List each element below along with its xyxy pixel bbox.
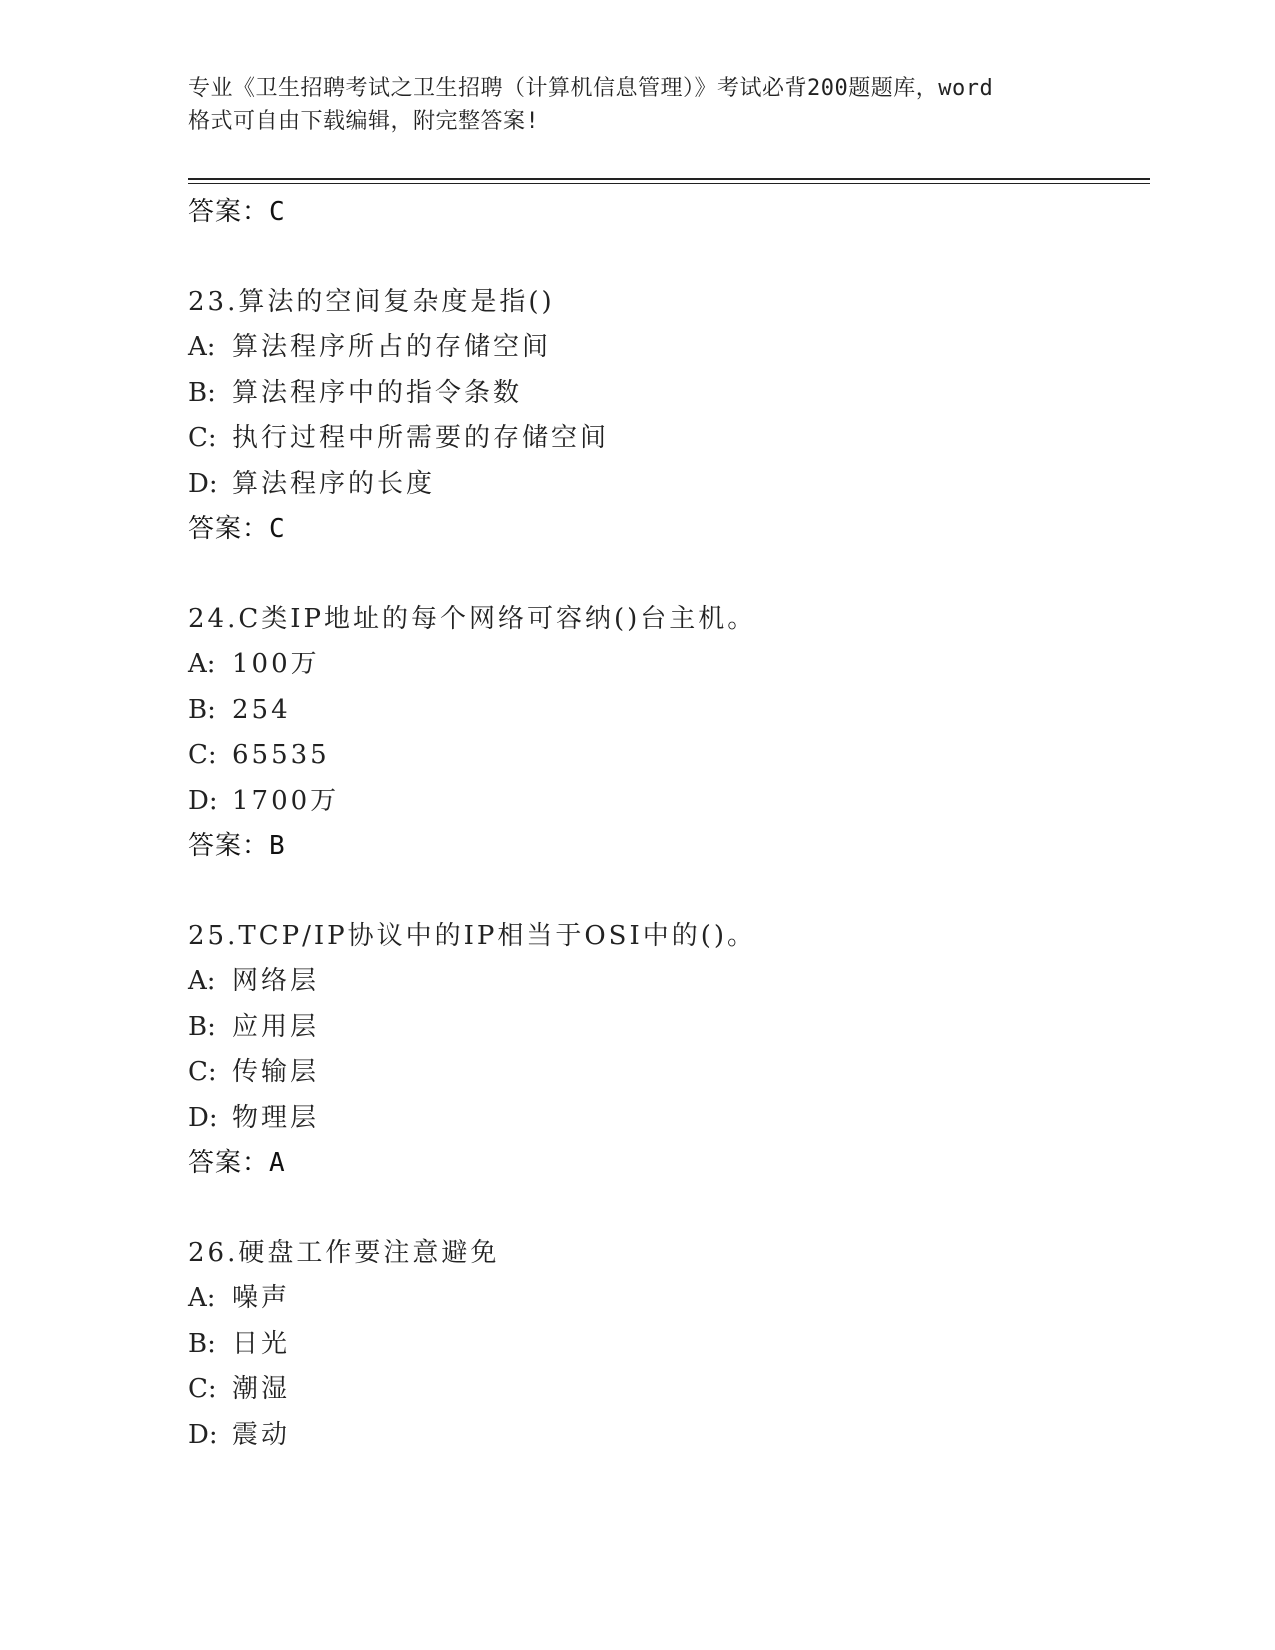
question-list (188, 190, 1148, 1458)
option-b (188, 688, 1148, 734)
option-letter: C: (188, 1374, 217, 1404)
option-text: 震动 (232, 1419, 291, 1450)
answer-value: C (269, 197, 286, 227)
question-text: 24.C类IP地址的每个网络可容纳()台主机。 (188, 604, 757, 634)
option-letter: B: (188, 1328, 216, 1359)
option-text: 254 (232, 694, 291, 725)
option-letter: A: (188, 332, 216, 362)
previous-answer (188, 190, 1148, 235)
option-c (188, 733, 1148, 779)
answer-value: A (269, 1148, 286, 1178)
document-header (188, 72, 1088, 138)
header-divider-thick (188, 178, 1150, 180)
answer-value: B (269, 831, 286, 861)
option-letter: C: (188, 423, 217, 453)
option-text: 65535 (232, 740, 330, 770)
spacer (188, 552, 1148, 597)
spacer (188, 869, 1148, 914)
spacer (188, 1186, 1148, 1231)
option-text: 算法程序所占的存储空间 (232, 332, 552, 362)
option-letter: D: (188, 1419, 218, 1450)
option-b (188, 1322, 1148, 1368)
answer-label: 答案： (188, 831, 270, 861)
header-title-line-2: 格式可自由下载编辑，附完整答案! (188, 109, 540, 134)
option-letter: A: (188, 966, 216, 996)
answer-value: C (269, 514, 286, 544)
option-d (188, 1096, 1148, 1142)
option-letter: D: (188, 1102, 218, 1133)
option-text: 100万 (232, 649, 320, 679)
option-text: 算法程序中的指令条数 (232, 377, 523, 408)
question-text: 25.TCP/IP协议中的IP相当于OSI中的()。 (188, 921, 757, 951)
option-text: 执行过程中所需要的存储空间 (232, 423, 610, 453)
answer-line (188, 1141, 1148, 1186)
answer-line (188, 824, 1148, 869)
option-letter: C: (188, 1057, 217, 1087)
option-a (188, 642, 1148, 688)
option-a (188, 1276, 1148, 1322)
header-divider-thin (188, 183, 1150, 184)
option-d (188, 779, 1148, 825)
answer-line (188, 507, 1148, 552)
option-a (188, 959, 1148, 1005)
question-block (188, 597, 1148, 869)
option-text: 网络层 (232, 966, 320, 996)
option-letter: D: (188, 785, 218, 816)
option-text: 潮湿 (232, 1374, 291, 1404)
option-c (188, 1050, 1148, 1096)
option-text: 噪声 (232, 1283, 291, 1313)
question-block (188, 914, 1148, 1186)
option-text: 传输层 (232, 1057, 320, 1087)
option-c (188, 416, 1148, 462)
header-title-line-1: 专业《卫生招聘考试之卫生招聘（计算机信息管理）》考试必背200题题库，word (188, 76, 994, 101)
option-letter: B: (188, 694, 216, 725)
answer-label: 答案： (188, 197, 270, 227)
answer-label: 答案： (188, 514, 270, 544)
spacer (188, 235, 1148, 280)
question-block (188, 280, 1148, 552)
option-letter: B: (188, 377, 216, 408)
option-a (188, 325, 1148, 371)
option-text: 物理层 (232, 1102, 320, 1133)
option-letter: C: (188, 740, 217, 770)
option-text: 应用层 (232, 1011, 320, 1042)
option-c (188, 1367, 1148, 1413)
option-b (188, 371, 1148, 417)
option-text: 算法程序的长度 (232, 468, 436, 499)
option-letter: A: (188, 1283, 216, 1313)
option-b (188, 1005, 1148, 1051)
option-d (188, 462, 1148, 508)
option-letter: B: (188, 1011, 216, 1042)
answer-label: 答案： (188, 1148, 270, 1178)
option-d (188, 1413, 1148, 1459)
option-letter: A: (188, 649, 216, 679)
question-block (188, 1231, 1148, 1458)
question-text: 26.硬盘工作要注意避免 (188, 1238, 500, 1268)
option-letter: D: (188, 468, 218, 499)
option-text: 1700万 (232, 785, 340, 816)
option-text: 日光 (232, 1328, 291, 1359)
question-text: 23.算法的空间复杂度是指() (188, 287, 555, 317)
